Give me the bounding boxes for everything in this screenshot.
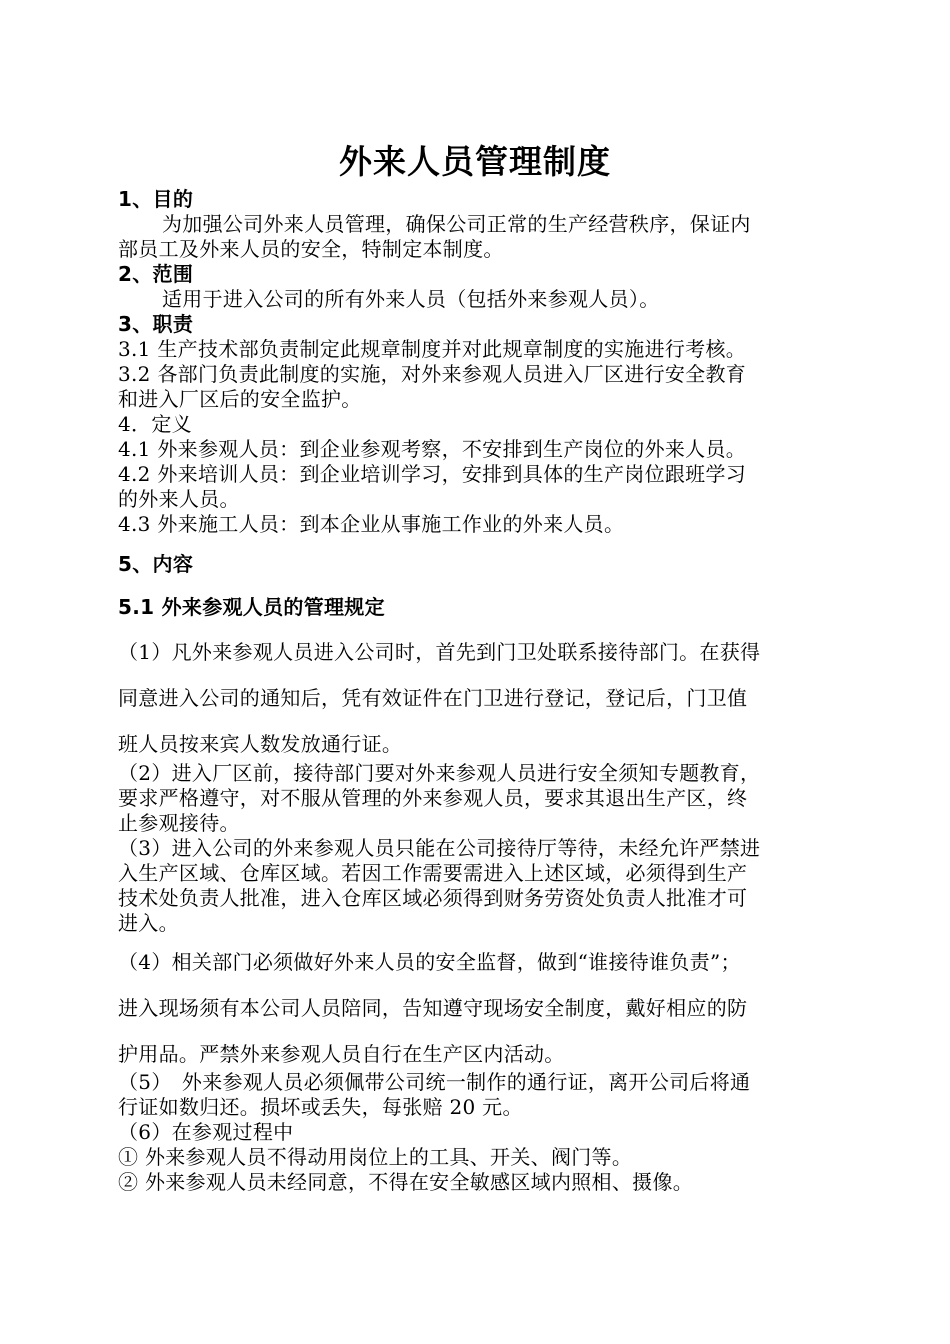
paragraph-line: （6）在参观过程中 <box>118 1120 294 1144</box>
section-3-text: 和进入厂区后的安全监护。 <box>118 387 362 411</box>
section-4-text: 的外来人员。 <box>118 487 240 511</box>
paragraph-line: （2）进入厂区前，接待部门要对外来参观人员进行安全须知专题教育， <box>118 761 761 785</box>
section-4-text: 4.3 外来施工人员：到本企业从事施工作业的外来人员。 <box>118 512 625 536</box>
paragraph-line: （3）进入公司的外来参观人员只能在公司接待厅等待，未经允许严禁进 <box>118 836 761 860</box>
section-5-heading: 5、内容 <box>118 552 194 576</box>
paragraph-line: 班人员按来宾人数发放通行证。 <box>118 732 403 756</box>
section-4-heading: 4．定义 <box>118 412 192 436</box>
section-4-text: 4.1 外来参观人员：到企业参观考察，不安排到生产岗位的外来人员。 <box>118 437 747 461</box>
paragraph-line: 同意进入公司的通知后，凭有效证件在门卫进行登记，登记后，门卫值 <box>118 686 748 710</box>
section-1-heading: 1、目的 <box>118 187 194 211</box>
section-3-text: 3.1 生产技术部负责制定此规章制度并对此规章制度的实施进行考核。 <box>118 337 747 361</box>
paragraph-line: 护用品。严禁外来参观人员自行在生产区内活动。 <box>118 1042 565 1066</box>
section-2-text: 适用于进入公司的所有外来人员（包括外来参观人员）。 <box>162 287 660 311</box>
list-item: ① 外来参观人员不得动用岗位上的工具、开关、阀门等。 <box>118 1145 633 1169</box>
paragraph-line: （4）相关部门必须做好外来人员的安全监督，做到“谁接待谁负责”； <box>118 950 741 974</box>
document-title: 外来人员管理制度 <box>339 142 611 181</box>
section-5-1-heading: 5.1 外来参观人员的管理规定 <box>118 595 385 619</box>
paragraph-line: 要求严格遵守，对不服从管理的外来参观人员，要求其退出生产区，终 <box>118 786 748 810</box>
paragraph-line: 进入现场须有本公司人员陪同，告知遵守现场安全制度，戴好相应的防 <box>118 996 748 1020</box>
paragraph-line: 止参观接待。 <box>118 811 240 835</box>
section-4-text: 4.2 外来培训人员：到企业培训学习，安排到具体的生产岗位跟班学习 <box>118 462 747 486</box>
paragraph-line: 行证如数归还。损坏或丢失，每张赔 20 元。 <box>118 1095 523 1119</box>
section-1-text: 部员工及外来人员的安全，特制定本制度。 <box>118 237 504 261</box>
paragraph-line: 进入。 <box>118 911 179 935</box>
section-2-heading: 2、范围 <box>118 262 194 286</box>
section-3-heading: 3、职责 <box>118 312 194 336</box>
paragraph-line: 技术处负责人批准，进入仓库区域必须得到财务劳资处负责人批准才可 <box>118 886 748 910</box>
paragraph-line: （1）凡外来参观人员进入公司时，首先到门卫处联系接待部门。在获得 <box>118 640 761 664</box>
list-item: ② 外来参观人员未经同意，不得在安全敏感区域内照相、摄像。 <box>118 1170 694 1194</box>
paragraph-line: （5） 外来参观人员必须佩带公司统一制作的通行证，离开公司后将通 <box>118 1070 751 1094</box>
section-3-text: 3.2 各部门负责此制度的实施，对外来参观人员进入厂区进行安全教育 <box>118 362 747 386</box>
paragraph-line: 入生产区域、仓库区域。若因工作需要需进入上述区域，必须得到生产 <box>118 861 748 885</box>
section-1-text: 为加强公司外来人员管理，确保公司正常的生产经营秩序，保证内 <box>162 212 751 236</box>
